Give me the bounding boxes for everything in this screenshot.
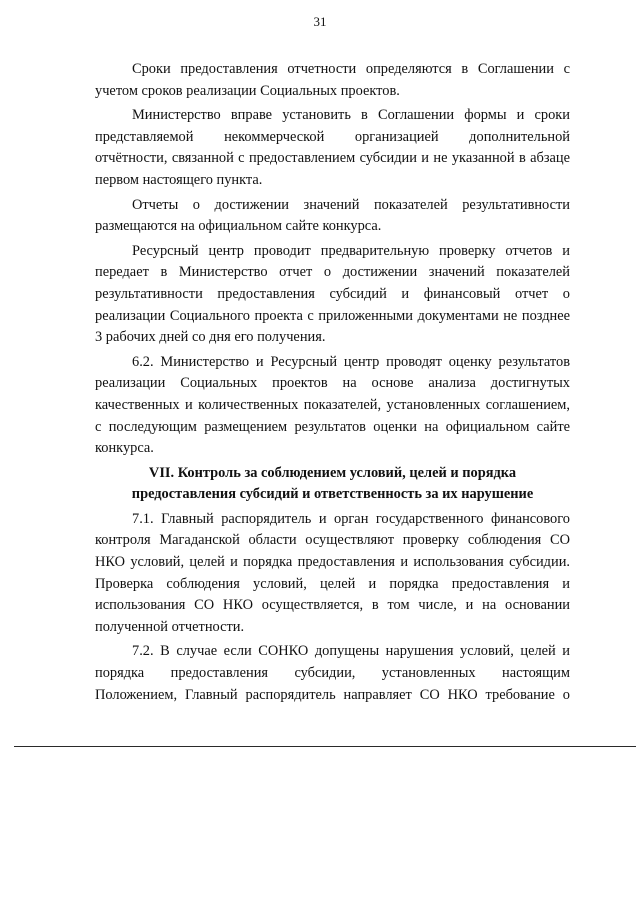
text-line: реализации Социального проекта с приложенными документами не позднее [95,307,570,324]
section-heading-line: предоставления субсидий и ответственность за их нарушение [131,486,534,503]
document-body [95,59,570,706]
page-number: 31 [313,14,327,29]
text-line: качественных и количественных показателей, установленных соглашением, [95,396,570,413]
text-line: Сроки предоставления отчетности определяются в Соглашении с [132,61,570,77]
text-line: НКО условий, целей и порядка предоставления и использования субсидии. [95,554,570,571]
text-line: Ресурсный центр проводит предварительную проверку отчетов и [132,242,570,259]
text-line: размещаются на официальном сайте конкурса. [95,218,382,235]
text-line: учетом сроков реализации Социальных проектов. [95,82,400,99]
text-line: порядка предоставления субсидии, установленных настоящим [95,665,570,682]
text-line: 3 рабочих дней со дня его получения. [95,329,326,346]
text-line: Отчеты о достижении значений показателей результативности [132,196,570,213]
text-line: Положением, Главный распорядитель направляет СО НКО требование о [95,686,570,703]
bottom-rule [14,746,636,747]
text-line: первом настоящего пункта. [95,171,263,188]
text-line: Проверка соблюдения условий, целей и порядка предоставления и [95,575,570,592]
text-line: 7.2. В случае если СОНКО допущены нарушения условий, целей и [132,643,570,660]
text-line: использования СО НКО осуществляется, в том числе, и на основании [95,597,570,614]
text-line: реализации Социальных проектов на основе анализа достигнутых [95,375,570,392]
text-line: с последующим размещением результатов оценки на официальном сайте [95,418,570,435]
text-line: передает в Министерство отчет о достижении значений показателей [95,264,570,281]
text-line: полученной отчетности. [95,618,245,635]
text-line: отчётности, связанной с предоставлением субсидии и не указанной в абзаце [95,150,570,167]
text-line: контроля Магаданской области осуществляют проверку соблюдения СО [95,532,570,549]
text-line: представляемой некоммерческой организацией дополнительной [95,128,570,145]
section-heading-line: VII. Контроль за соблюдением условий, целей и порядка [148,464,517,481]
text-line: 6.2. Министерство и Ресурсный центр проводят оценку результатов [132,353,570,370]
text-line: Министерство вправе установить в Соглашении формы и сроки [132,107,570,124]
text-line: результативности предоставления субсидий и финансовый отчет о [95,285,570,302]
text-line: 7.1. Главный распорядитель и орган государственного финансового [132,510,570,527]
text-line: конкурса. [95,440,154,457]
